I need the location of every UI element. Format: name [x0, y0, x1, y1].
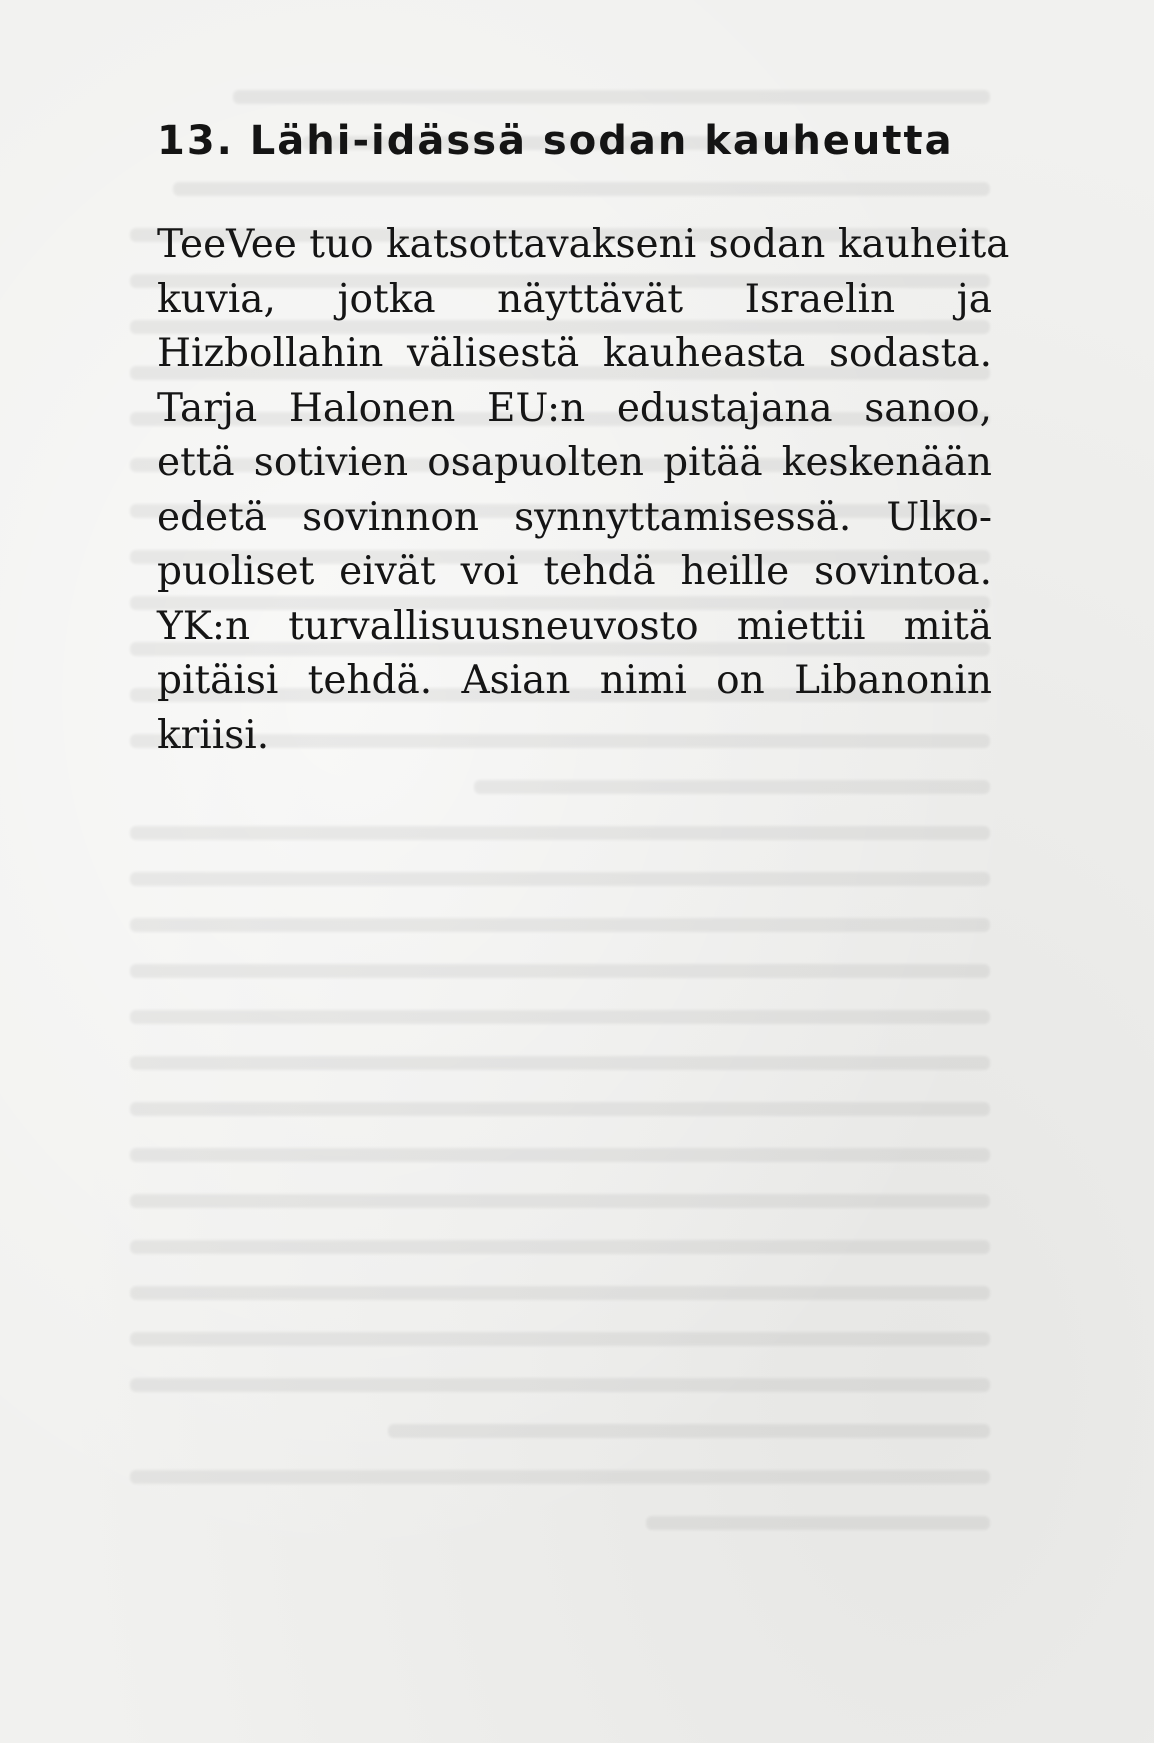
chapter-heading: 13. Lähi-idässä sodan kauheutta: [157, 118, 954, 164]
body-line: TeeVee tuo katsottavakseni sodan kauheita: [157, 222, 1010, 267]
body-line: kuvia, jotka näyttävät Israelin ja: [157, 276, 992, 322]
body-line: puoliset eivät voi tehdä heille sovintoa.: [157, 549, 992, 594]
body-line: edetä sovinnon synnyttamisessä. Ulko-: [157, 494, 992, 540]
body-line: Tarja Halonen EU:n edustajana sanoo,: [157, 385, 992, 431]
body-line: että sotivien osapuolten pitää keskenään: [157, 440, 992, 485]
body-line: YK:n turvallisuusneuvosto miettii mitä: [157, 603, 992, 649]
chapter-body: [157, 218, 1010, 763]
body-line: kriisi.: [157, 712, 270, 758]
body-line: Hizbollahin välisestä kauheasta sodasta.: [157, 331, 992, 376]
body-line: pitäisi tehdä. Asian nimi on Libanonin: [157, 658, 992, 703]
